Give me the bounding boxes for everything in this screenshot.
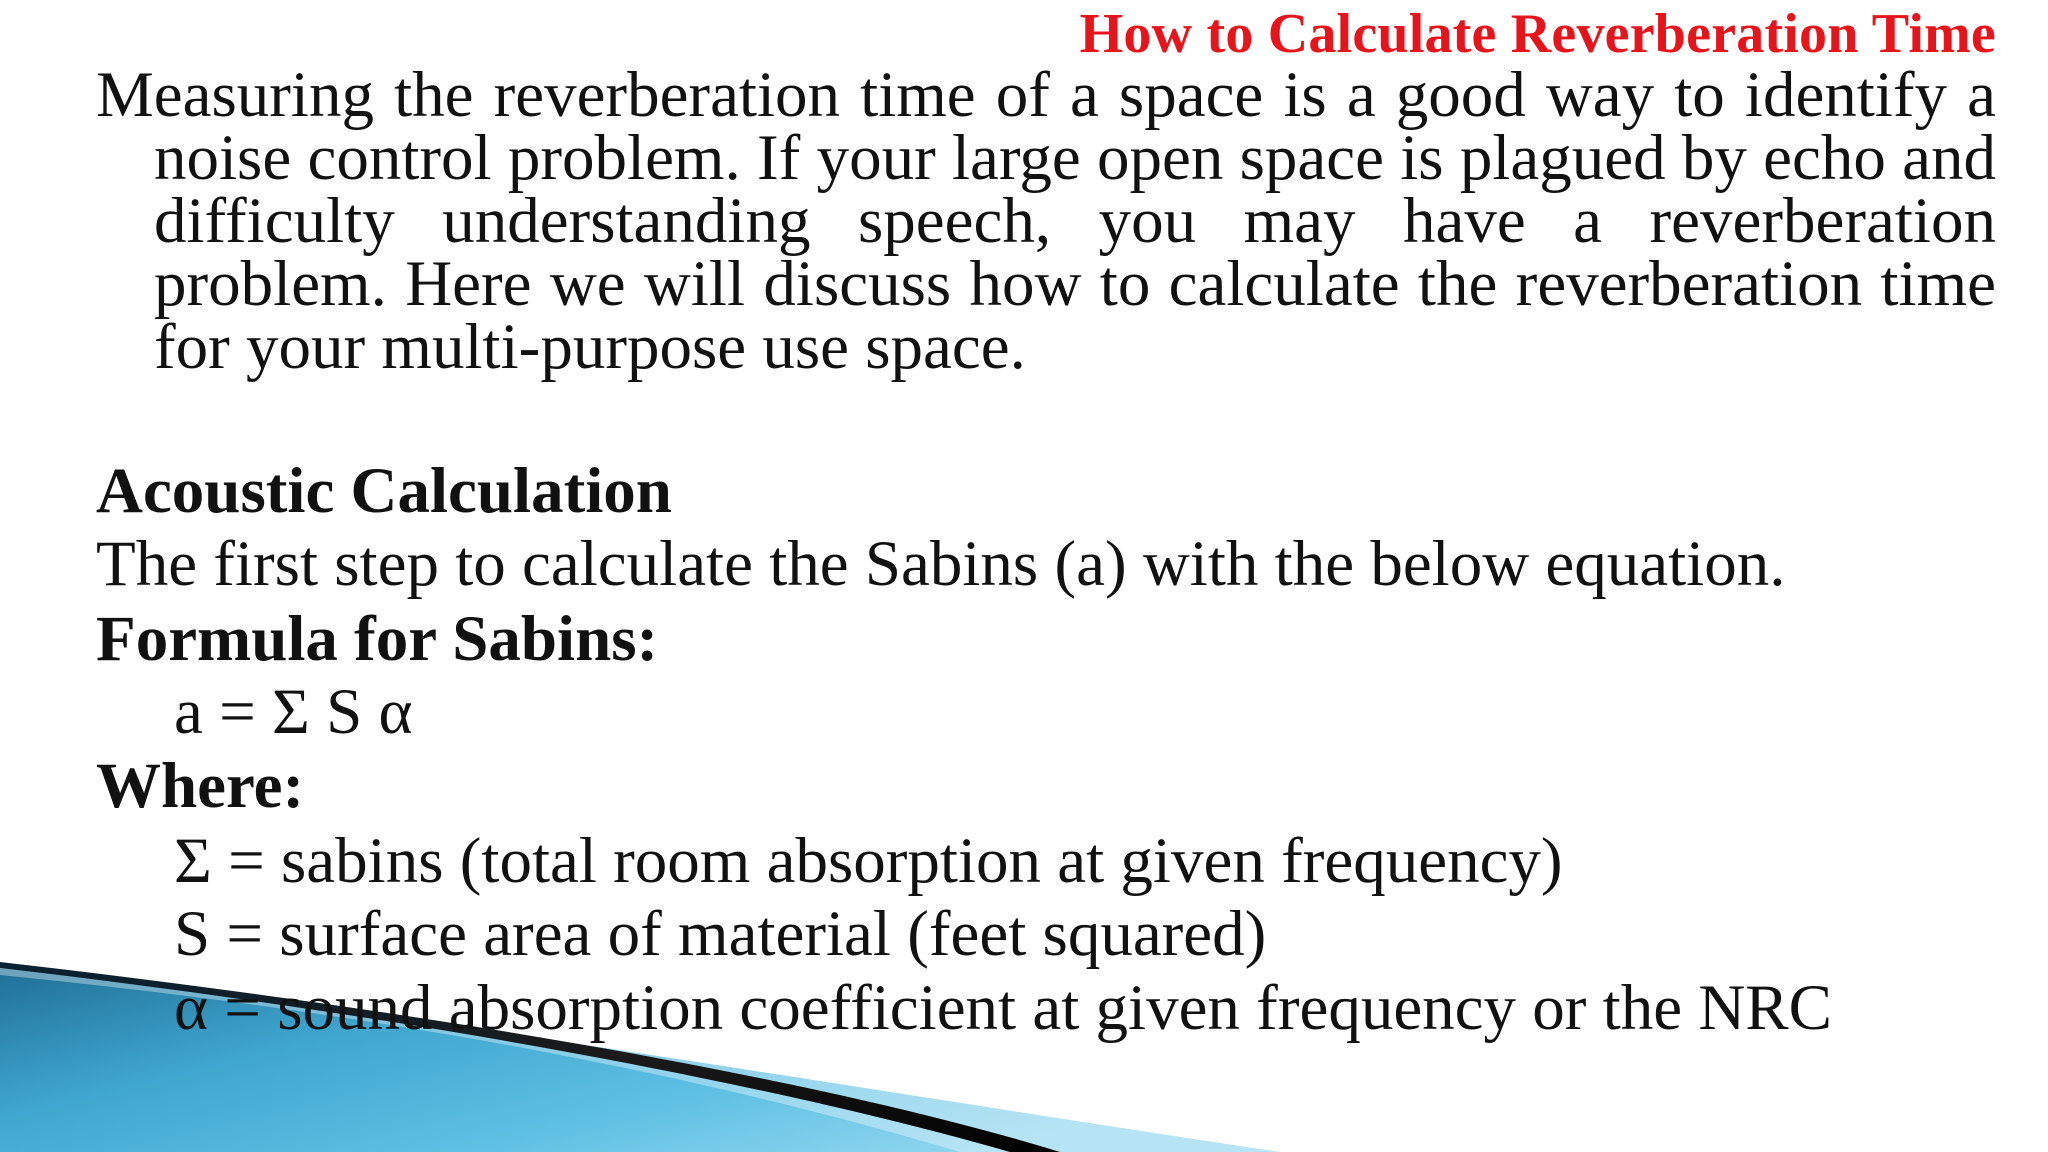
- intro-paragraph: Measuring the reverberation time of a space is a good way to identify a noise control problem. If your large open space is plagued by echo and difficulty understanding speech, you may have a reverberation problem. Here we will discuss how to calculate the reverberation time for your multi-purpose use space.: [96, 59, 1996, 383]
- first-step-text: The first step to calculate the Sabins (a) with the below equation.: [96, 528, 1786, 600]
- definition-alpha: α = sound absorption coefficient at given frequency or the NRC: [174, 972, 1832, 1044]
- formula-equation: a = Σ S α: [174, 676, 413, 748]
- formula-heading: Formula for Sabins:: [96, 603, 659, 675]
- acoustic-calculation-heading: Acoustic Calculation: [96, 455, 672, 527]
- definition-surface-area: S = surface area of material (feet squared): [174, 898, 1267, 970]
- where-heading: Where:: [96, 750, 305, 822]
- definition-sigma: Σ = sabins (total room absorption at given frequency): [174, 825, 1563, 897]
- slide-title: How to Calculate Reverberation Time: [1079, 3, 1996, 65]
